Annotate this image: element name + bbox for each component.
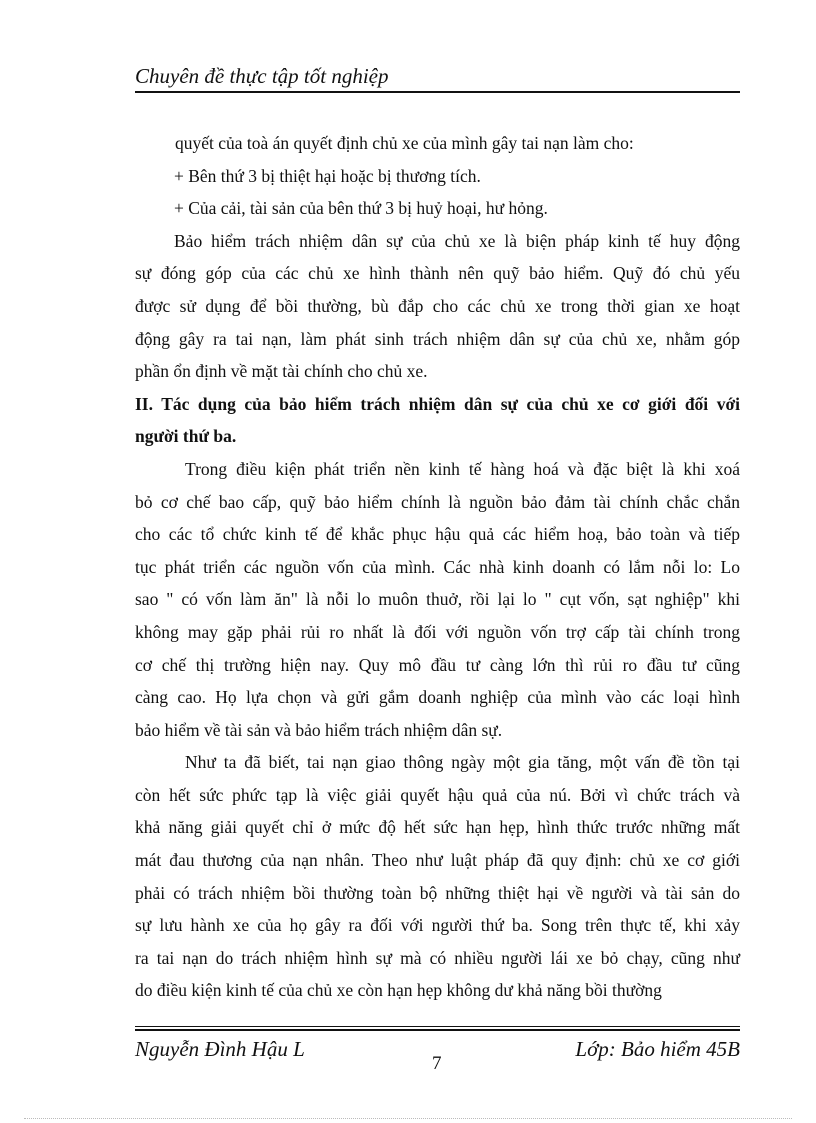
body-line: sao " có vốn làm ăn" là nỗi lo muôn thuở, rồi lại lo " cụt vốn, sạt nghiệp" khi xyxy=(135,589,740,610)
body-line: quyết của toà án quyết định chủ xe của mình gây tai nạn làm cho: xyxy=(175,133,634,153)
body-line: tục phát triển các nguồn vốn của mình. Các nhà kinh doanh có lắm nỗi lo: Lo xyxy=(135,556,740,577)
page-number: 7 xyxy=(432,1053,442,1074)
page-edge-divider xyxy=(24,1118,792,1119)
list-item: + Của cải, tài sản của bên thứ 3 bị huỷ hoại, hư hỏng. xyxy=(174,198,548,219)
footer-author: Nguyễn Đình Hậu L xyxy=(135,1037,305,1061)
body-line: bảo hiểm về tài sản và bảo hiểm trách nhiệm dân sự. xyxy=(135,719,503,740)
header-rule xyxy=(135,91,740,93)
body-line: Như ta đã biết, tai nạn giao thông ngày một gia tăng, một vấn đề tồn tại xyxy=(185,752,740,773)
body-line: được sử dụng để bồi thường, bù đắp cho các chủ xe trong thời gian xe hoạt xyxy=(135,295,740,316)
body-line: phải có trách nhiệm bồi thường toàn bộ những thiệt hại về người và tài sản do xyxy=(135,882,740,903)
body-line: động gây ra tai nạn, làm phát sinh trách nhiệm dân sự của chủ xe, nhằm góp xyxy=(135,328,740,349)
document-body xyxy=(135,127,740,1007)
body-line: do điều kiện kinh tế của chủ xe còn hạn hẹp không dư khả năng bồi thường xyxy=(135,980,662,1001)
body-line: cơ chế thị trường hiện nay. Quy mô đầu tư càng lớn thì rủi ro đầu tư cũng xyxy=(135,654,740,675)
body-line: sự lưu hành xe của họ gây ra đối với người thứ ba. Song trên thực tế, khi xảy xyxy=(135,915,740,936)
footer-class-label: Lớp: Bảo hiểm 45B xyxy=(575,1037,740,1061)
body-line: mát đau thương của nạn nhân. Theo như luật pháp đã quy định: chủ xe cơ giới xyxy=(135,850,740,871)
section-heading: II. Tác dụng của bảo hiểm trách nhiệm dân sự của chủ xe cơ giới đối với xyxy=(135,393,740,414)
body-line: Trong điều kiện phát triển nền kinh tế hàng hoá và đặc biệt là khi xoá xyxy=(185,458,740,479)
body-line: Bảo hiểm trách nhiệm dân sự của chủ xe là biện pháp kinh tế huy động xyxy=(174,230,740,251)
header-title: Chuyên đề thực tập tốt nghiệp xyxy=(135,64,389,88)
list-item: + Bên thứ 3 bị thiệt hại hoặc bị thương tích. xyxy=(174,165,481,186)
body-line: cho các tổ chức kinh tế để khắc phục hậu quả các hiểm hoạ, bảo toàn và tiếp xyxy=(135,524,740,545)
section-heading: người thứ ba. xyxy=(135,426,237,447)
body-line: bỏ cơ chế bao cấp, quỹ bảo hiểm chính là nguồn bảo đảm tài chính chắc chắn xyxy=(135,491,740,512)
page-header xyxy=(135,62,740,93)
body-line: còn hết sức phức tạp là việc giải quyết hậu quả của nú. Bởi vì chức trách và xyxy=(135,784,740,805)
page-footer xyxy=(135,1026,740,1081)
body-line: sự đóng góp của các chủ xe hình thành nên quỹ bảo hiểm. Quỹ đó chủ yếu xyxy=(135,263,740,284)
body-line: khả năng giải quyết chỉ ở mức độ hết sức hạn hẹp, hình thức trước những mất xyxy=(135,817,740,838)
body-line: phần ổn định về mặt tài chính cho chủ xe. xyxy=(135,361,428,382)
body-line: không may gặp phải rủi ro nhất là đối với nguồn vốn trợ cấp tài chính trong xyxy=(135,621,740,642)
body-line: ra tai nạn do trách nhiệm hình sự mà có nhiều người lái xe bỏ chạy, cũng như xyxy=(135,947,740,968)
body-line: càng cao. Họ lựa chọn và gửi gắm doanh nghiệp của mình vào các loại hình xyxy=(135,687,740,708)
